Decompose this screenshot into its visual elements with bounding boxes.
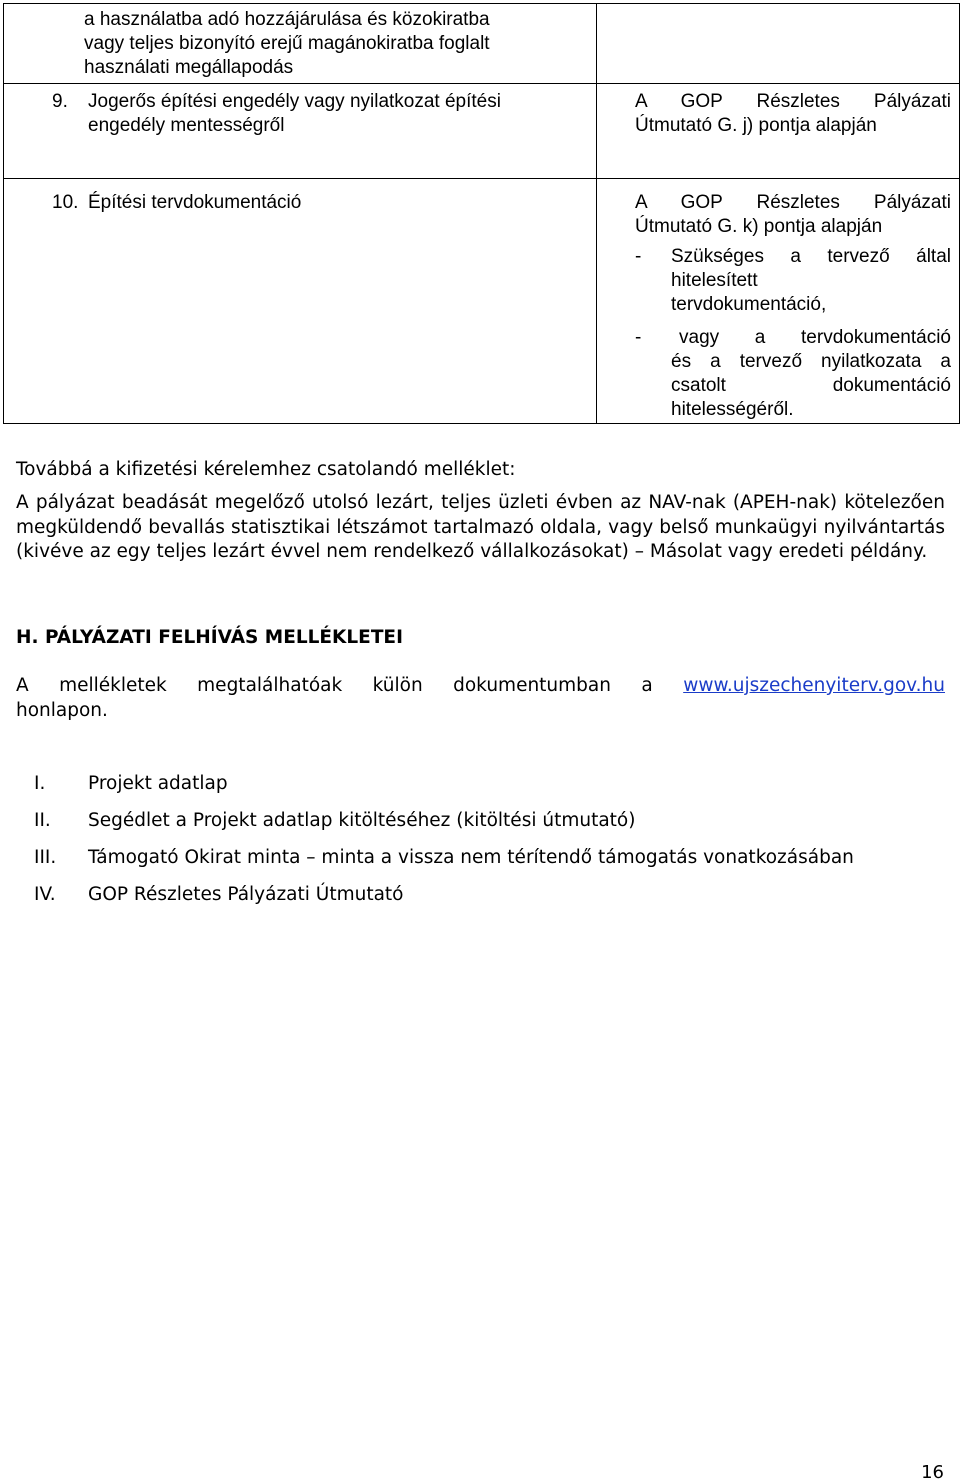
page-number: 16 — [921, 1462, 944, 1483]
list-item — [34, 772, 944, 809]
annex-number: IV. — [34, 884, 56, 905]
bullet-line: tervdokumentáció, — [671, 294, 827, 315]
section-h-line — [16, 674, 945, 699]
table-cell — [4, 179, 597, 424]
requirements-table — [3, 3, 960, 424]
row3-note-line-2: Útmutató G. k) pontja alapján — [635, 216, 883, 237]
row3-title: Építési tervdokumentáció — [88, 192, 302, 213]
table-row — [4, 179, 960, 424]
row2-note-line-1: A GOP Részletes Pályázati — [635, 91, 951, 112]
row1-line-3: használati megállapodás — [84, 57, 294, 78]
bullet-line: csatolt dokumentáció — [671, 375, 951, 396]
bullet-dash: - — [635, 327, 642, 348]
list-item — [34, 846, 944, 883]
bullet-line: vagy a tervdokumentáció — [679, 327, 951, 348]
list-item — [34, 883, 944, 920]
annex-label: GOP Részletes Pályázati Útmutató — [88, 884, 404, 905]
annex-label: Projekt adatlap — [88, 773, 228, 794]
section-h-title: H. PÁLYÁZATI FELHÍVÁS MELLÉKLETEI — [16, 627, 403, 648]
website-link[interactable]: www.ujszechenyiterv.gov.hu — [683, 675, 945, 696]
bullet-line: hitelesített — [671, 270, 758, 291]
table-cell — [597, 84, 960, 179]
table-row — [4, 4, 960, 84]
row3-note-line-1: A GOP Részletes Pályázati — [635, 192, 951, 213]
table-row — [4, 84, 960, 179]
bullet-line: és a tervező nyilatkozata a — [671, 351, 951, 372]
section-h-paragraph — [16, 674, 945, 723]
table-cell — [4, 4, 597, 84]
list-item — [635, 245, 951, 317]
annex-list — [34, 772, 944, 920]
table-cell — [597, 179, 960, 424]
bullet-dash: - — [635, 246, 642, 267]
list-item — [635, 326, 951, 422]
row2-note-line-2: Útmutató G. j) pontja alapján — [635, 115, 877, 136]
annex-number: III. — [34, 847, 57, 868]
additional-heading: Továbbá a kifizetési kérelemhez csatolandó melléklet: — [16, 459, 516, 480]
additional-text: A pályázat beadását megelőző utolsó lezárt, teljes üzleti évben az NAV-nak (APEH-nak) kötelezően megküldendő bevallás statisztikai létszámot tartalmazó oldala, vagy belső munkaügyi nyilvántartás (kivéve az egy teljes lezárt évvel nem rendelkező vállalkozásokat) – Másolat vagy eredeti példány. — [16, 492, 945, 562]
annex-label: Segédlet a Projekt adatlap kitöltéséhez (kitöltési útmutató) — [88, 810, 636, 831]
annex-label: Támogató Okirat minta – minta a vissza nem térítendő támogatás vonatkozásában — [88, 847, 854, 868]
row2-title-line-1: Jogerős építési engedély vagy nyilatkozat építési — [88, 91, 501, 112]
row1-line-1: a használatba adó hozzájárulása és közokiratba — [84, 9, 490, 30]
row2-number: 9. — [52, 91, 68, 112]
bullet-line: Szükséges a tervező által — [671, 246, 951, 267]
table-cell-empty — [597, 4, 960, 84]
list-item — [34, 809, 944, 846]
section-h-text-after: honlapon. — [16, 699, 108, 721]
table-cell — [4, 84, 597, 179]
row3-number: 10. — [52, 192, 79, 213]
row1-line-2: vagy teljes bizonyító erejű magánokiratba foglalt — [84, 33, 490, 54]
annex-number: I. — [34, 773, 46, 794]
bullet-line: hitelességéről. — [671, 399, 794, 420]
section-h-text: A mellékletek megtalálhatóak külön dokumentumban a — [16, 675, 653, 696]
annex-number: II. — [34, 810, 51, 831]
row2-title-line-2: engedély mentességről — [88, 115, 285, 136]
